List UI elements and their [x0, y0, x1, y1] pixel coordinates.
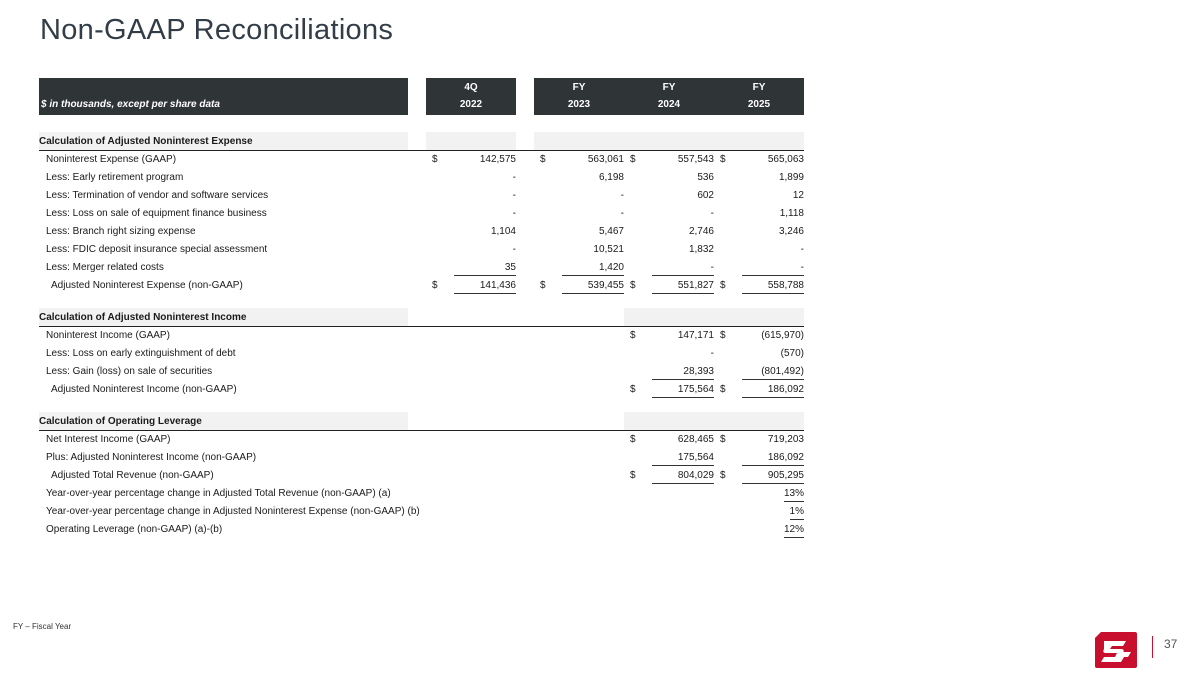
value-cell: [626, 244, 714, 258]
value-cell: [716, 366, 804, 380]
value-number: -: [512, 172, 516, 183]
value-cell: [428, 226, 516, 240]
value-number: 28,393: [683, 366, 714, 377]
value-number: 905,295: [767, 470, 804, 481]
value-cell: [428, 262, 516, 276]
row-label: Adjusted Noninterest Income (non-GAAP): [51, 384, 237, 395]
value-number: 804,029: [677, 470, 714, 481]
currency-symbol: $: [720, 384, 726, 395]
value-number: -: [800, 244, 804, 255]
value-number: 1,104: [490, 226, 516, 237]
col-year-1: 2022: [459, 99, 483, 110]
value-number: 602: [697, 190, 714, 201]
value-number: -: [620, 190, 624, 201]
value-cell: [428, 280, 516, 294]
row-label: Less: FDIC deposit insurance special assessment: [46, 244, 268, 255]
value-number: (615,970): [761, 330, 804, 341]
currency-symbol: $: [630, 434, 636, 445]
underline-rule: [454, 293, 516, 294]
value-number: 1%: [789, 506, 804, 517]
row-label: Operating Leverage (non-GAAP) (a)-(b): [46, 524, 223, 535]
value-cell: [716, 154, 804, 168]
value-cell: [536, 244, 624, 258]
underline-rule: [652, 275, 714, 276]
row-label: Year-over-year percentage change in Adjusted Total Revenue (non-GAAP) (a): [46, 488, 391, 499]
value-number: 558,788: [767, 280, 804, 291]
value-cell: [428, 172, 516, 186]
value-number: 563,061: [587, 154, 624, 165]
value-number: 12: [792, 190, 804, 201]
value-cell: [536, 172, 624, 186]
col-year-2: 2023: [567, 99, 591, 110]
row-label: Less: Branch right sizing expense: [46, 226, 196, 237]
value-cell: [626, 330, 714, 344]
value-cell: [536, 154, 624, 168]
underline-rule: [454, 275, 516, 276]
value-number: 551,827: [677, 280, 714, 291]
currency-symbol: $: [432, 154, 438, 165]
currency-symbol: $: [720, 280, 726, 291]
section-rule: [39, 150, 804, 151]
value-cell: [716, 452, 804, 466]
currency-symbol: $: [720, 330, 726, 341]
value-cell: [716, 524, 804, 538]
value-number: 12%: [783, 524, 804, 535]
value-number: -: [710, 348, 714, 359]
value-cell: [536, 226, 624, 240]
section-title-expense: Calculation of Adjusted Noninterest Expense: [39, 136, 253, 147]
value-cell: [716, 190, 804, 204]
underline-rule: [562, 275, 624, 276]
value-cell: [626, 154, 714, 168]
value-number: (801,492): [761, 366, 804, 377]
value-cell: [626, 434, 714, 448]
underline-rule: [784, 537, 804, 538]
value-number: -: [710, 262, 714, 273]
underline-rule: [742, 379, 804, 380]
value-number: 539,455: [587, 280, 624, 291]
row-label: Noninterest Income (GAAP): [46, 330, 170, 341]
value-number: 565,063: [767, 154, 804, 165]
value-number: 6,198: [598, 172, 624, 183]
row-label: Noninterest Expense (GAAP): [46, 154, 177, 165]
value-cell: [716, 506, 804, 520]
col-period-3: FY: [662, 82, 676, 93]
currency-symbol: $: [630, 280, 636, 291]
value-cell: [716, 226, 804, 240]
value-number: 10,521: [593, 244, 624, 255]
currency-symbol: $: [540, 280, 546, 291]
section-header-bg: [426, 132, 516, 150]
col-year-4: 2025: [747, 99, 771, 110]
currency-symbol: $: [630, 470, 636, 481]
value-cell: [626, 366, 714, 380]
section-rule: [39, 430, 804, 431]
value-cell: [626, 280, 714, 294]
value-number: -: [620, 208, 624, 219]
currency-symbol: $: [630, 154, 636, 165]
value-cell: [626, 262, 714, 276]
value-cell: [716, 262, 804, 276]
section-title-income: Calculation of Adjusted Noninterest Income: [39, 312, 247, 323]
value-cell: [536, 262, 624, 276]
underline-rule: [742, 293, 804, 294]
row-label: Less: Loss on early extinguishment of debt: [46, 348, 236, 359]
page-divider: [1152, 636, 1153, 658]
currency-symbol: $: [630, 330, 636, 341]
value-cell: [626, 348, 714, 362]
value-cell: [626, 172, 714, 186]
value-number: 147,171: [677, 330, 714, 341]
underline-rule: [742, 465, 804, 466]
value-cell: [626, 190, 714, 204]
currency-symbol: $: [720, 154, 726, 165]
currency-symbol: $: [720, 470, 726, 481]
row-label: Year-over-year percentage change in Adjusted Noninterest Expense (non-GAAP) (b): [46, 506, 420, 517]
value-number: 175,564: [677, 384, 714, 395]
value-number: (570): [780, 348, 804, 359]
value-number: 719,203: [767, 434, 804, 445]
currency-symbol: $: [630, 384, 636, 395]
underline-rule: [652, 397, 714, 398]
value-number: 175,564: [677, 452, 714, 463]
col-period-1: 4Q: [464, 82, 478, 93]
value-number: -: [710, 208, 714, 219]
value-number: 141,436: [479, 280, 516, 291]
value-number: 35: [504, 262, 516, 273]
value-number: -: [512, 190, 516, 201]
col-year-3: 2024: [657, 99, 681, 110]
col-period-2: FY: [572, 82, 586, 93]
row-label: Less: Merger related costs: [46, 262, 164, 273]
value-number: 186,092: [767, 384, 804, 395]
value-cell: [626, 226, 714, 240]
underline-rule: [652, 483, 714, 484]
value-cell: [626, 208, 714, 222]
value-number: 1,832: [688, 244, 714, 255]
value-number: 5,467: [598, 226, 624, 237]
value-number: -: [512, 208, 516, 219]
value-number: 2,746: [688, 226, 714, 237]
currency-symbol: $: [540, 154, 546, 165]
company-logo-icon: [1095, 632, 1137, 668]
section-header-bg: [624, 308, 804, 326]
value-cell: [716, 208, 804, 222]
row-label: Less: Loss on sale of equipment finance business: [46, 208, 267, 219]
value-cell: [716, 434, 804, 448]
underline-rule: [652, 293, 714, 294]
underline-rule: [652, 465, 714, 466]
value-cell: [428, 244, 516, 258]
value-cell: [536, 208, 624, 222]
value-number: -: [512, 244, 516, 255]
footnote: FY – Fiscal Year: [13, 622, 72, 631]
section-rule: [39, 326, 804, 327]
value-cell: [428, 190, 516, 204]
underline-rule: [562, 293, 624, 294]
value-cell: [626, 452, 714, 466]
currency-symbol: $: [432, 280, 438, 291]
underline-rule: [742, 275, 804, 276]
value-cell: [716, 488, 804, 502]
value-number: 1,118: [779, 208, 804, 219]
row-label: Less: Early retirement program: [46, 172, 184, 183]
value-cell: [716, 470, 804, 484]
underline-rule: [784, 501, 804, 502]
col-period-4: FY: [752, 82, 766, 93]
underline-rule: [652, 379, 714, 380]
value-cell: [428, 208, 516, 222]
value-cell: [536, 190, 624, 204]
value-cell: [428, 154, 516, 168]
value-number: 13%: [783, 488, 804, 499]
underline-rule: [790, 519, 804, 520]
section-header-bg: [534, 132, 804, 150]
value-cell: [716, 330, 804, 344]
underline-rule: [742, 397, 804, 398]
row-label: Adjusted Total Revenue (non-GAAP): [51, 470, 214, 481]
value-cell: [536, 280, 624, 294]
value-number: 3,246: [778, 226, 804, 237]
value-cell: [716, 384, 804, 398]
row-label: Net Interest Income (GAAP): [46, 434, 171, 445]
page-title: Non-GAAP Reconciliations: [40, 14, 394, 46]
row-label: Less: Termination of vendor and software services: [46, 190, 269, 201]
value-cell: [716, 244, 804, 258]
value-cell: [716, 348, 804, 362]
value-number: 628,465: [677, 434, 714, 445]
underline-rule: [742, 483, 804, 484]
section-header-bg: [624, 412, 804, 430]
row-label: Plus: Adjusted Noninterest Income (non-GAAP): [46, 452, 257, 463]
value-cell: [626, 384, 714, 398]
units-label: $ in thousands, except per share data: [41, 99, 220, 110]
value-number: -: [800, 262, 804, 273]
value-number: 142,575: [479, 154, 516, 165]
value-number: 186,092: [767, 452, 804, 463]
value-number: 557,543: [677, 154, 714, 165]
value-number: 536: [697, 172, 714, 183]
value-cell: [626, 470, 714, 484]
value-number: 1,899: [778, 172, 804, 183]
row-label: Less: Gain (loss) on sale of securities: [46, 366, 213, 377]
currency-symbol: $: [720, 434, 726, 445]
value-cell: [716, 172, 804, 186]
row-label: Adjusted Noninterest Expense (non-GAAP): [51, 280, 243, 291]
section-title-leverage: Calculation of Operating Leverage: [39, 416, 202, 427]
value-cell: [716, 280, 804, 294]
value-number: 1,420: [598, 262, 624, 273]
page-number: 37: [1164, 637, 1178, 651]
